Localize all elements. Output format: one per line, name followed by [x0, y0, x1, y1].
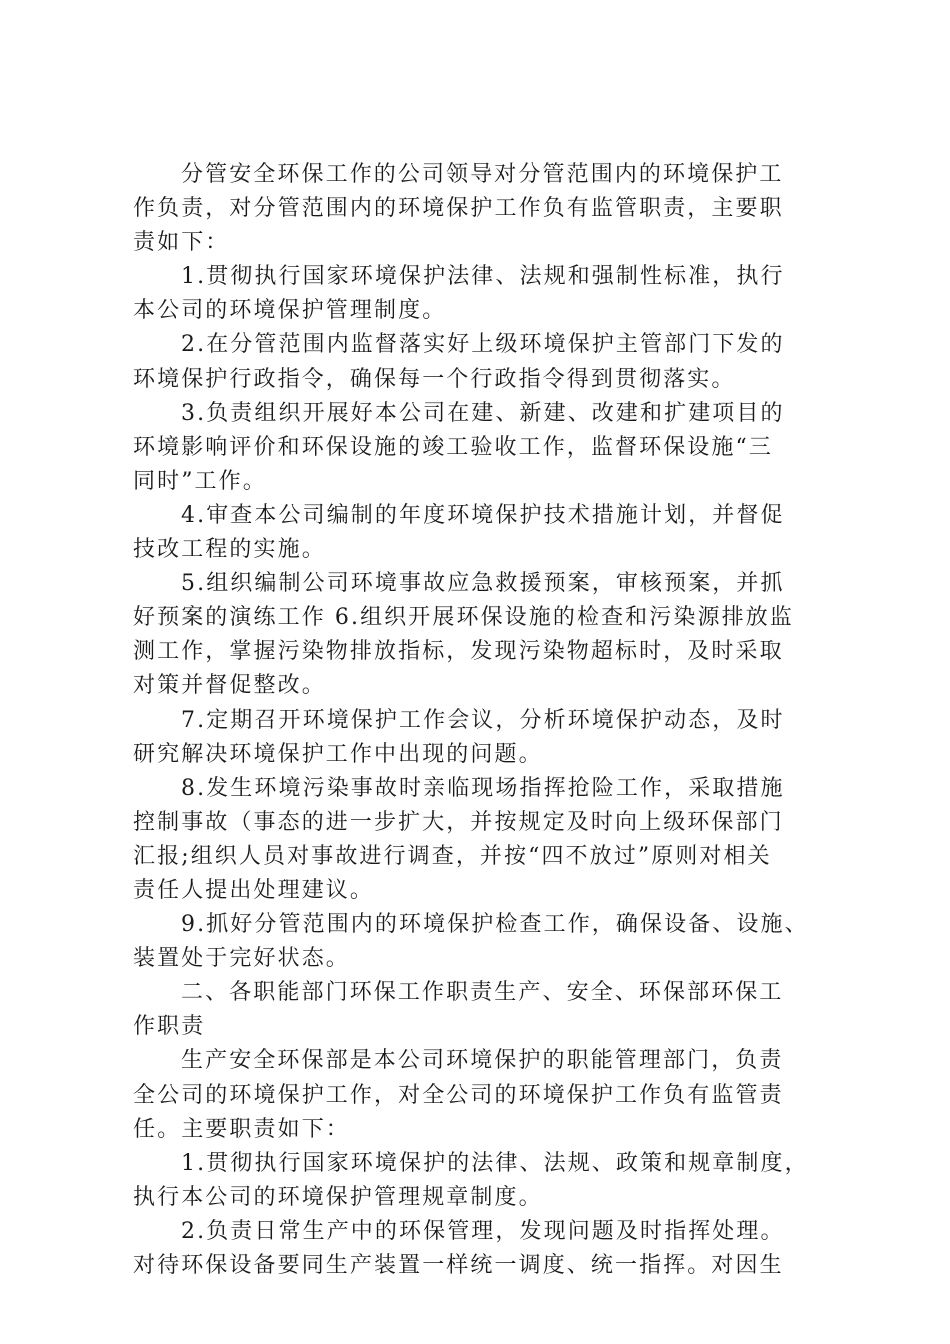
text-line: 控制事故（事态的进一步扩大，并按规定及时向上级环保部门: [133, 809, 784, 835]
text-line: 1.贯彻执行国家环境保护的法律、法规、政策和规章制度，: [181, 1150, 809, 1176]
body-text: [133, 158, 853, 1283]
text-line: 生产安全环保部是本公司环境保护的职能管理部门，负责: [181, 1048, 784, 1074]
text-line: 环境影响评价和环保设施的竣工验收工作，监督环保设施“三: [133, 434, 773, 460]
text-line: 研究解决环境保护工作中出现的问题。: [133, 741, 543, 767]
text-line: 测工作，掌握污染物排放指标，发现污染物超标时，及时采取: [133, 639, 784, 665]
text-line: 作职责: [133, 1014, 206, 1040]
text-line: 任。主要职责如下：: [133, 1116, 350, 1142]
text-line: 2.在分管范围内监督落实好上级环境保护主管部门下发的: [181, 332, 785, 358]
text-line: 技改工程的实施。: [133, 537, 326, 563]
text-line: 环境保护行政指令，确保每一个行政指令得到贯彻落实。: [133, 366, 736, 392]
text-line: 好预案的演练工作 6.组织开展环保设施的检查和污染源排放监: [133, 605, 794, 631]
text-line: 4.审查本公司编制的年度环境保护技术措施计划，并督促: [181, 502, 785, 528]
text-line: 分管安全环保工作的公司领导对分管范围内的环境保护工: [181, 162, 784, 187]
text-line: 责如下：: [133, 230, 230, 256]
text-line: 9.抓好分管范围内的环境保护检查工作，确保设备、设施、: [181, 912, 809, 938]
text-line: 执行本公司的环境保护管理规章制度。: [133, 1184, 543, 1210]
text-line: 对策并督促整改。: [133, 673, 326, 699]
text-line: 2.负责日常生产中的环保管理，发现问题及时指挥处理。: [181, 1218, 785, 1244]
text-line: 全公司的环境保护工作，对全公司的环境保护工作负有监管责: [133, 1082, 784, 1108]
text-line: 8.发生环境污染事故时亲临现场指挥抢险工作，采取措施: [181, 775, 785, 801]
text-line: 5.组织编制公司环境事故应急救援预案，审核预案，并抓: [181, 571, 785, 597]
text-line: 责任人提出处理建议。: [133, 877, 375, 903]
text-line: 1.贯彻执行国家环境保护法律、法规和强制性标准，执行: [181, 264, 785, 290]
text-line: 3.负责组织开展好本公司在建、新建、改建和扩建项目的: [181, 400, 785, 426]
text-line: 二、各职能部门环保工作职责生产、安全、环保部环保工: [181, 980, 784, 1006]
text-line: 本公司的环境保护管理制度。: [133, 298, 447, 324]
text-line: 对待环保设备要同生产装置一样统一调度、统一指挥。对因生: [133, 1253, 784, 1278]
text-line: 汇报;组织人员对事故进行调查，并按“四不放过”原则对相关: [133, 843, 772, 869]
text-line: 同时”工作。: [133, 468, 267, 494]
text-line: 装置处于完好状态。: [133, 946, 350, 972]
text-line: 7.定期召开环境保护工作会议，分析环境保护动态，及时: [181, 707, 785, 733]
text-line: 作负责，对分管范围内的环境保护工作负有监管职责，主要职: [133, 196, 784, 222]
